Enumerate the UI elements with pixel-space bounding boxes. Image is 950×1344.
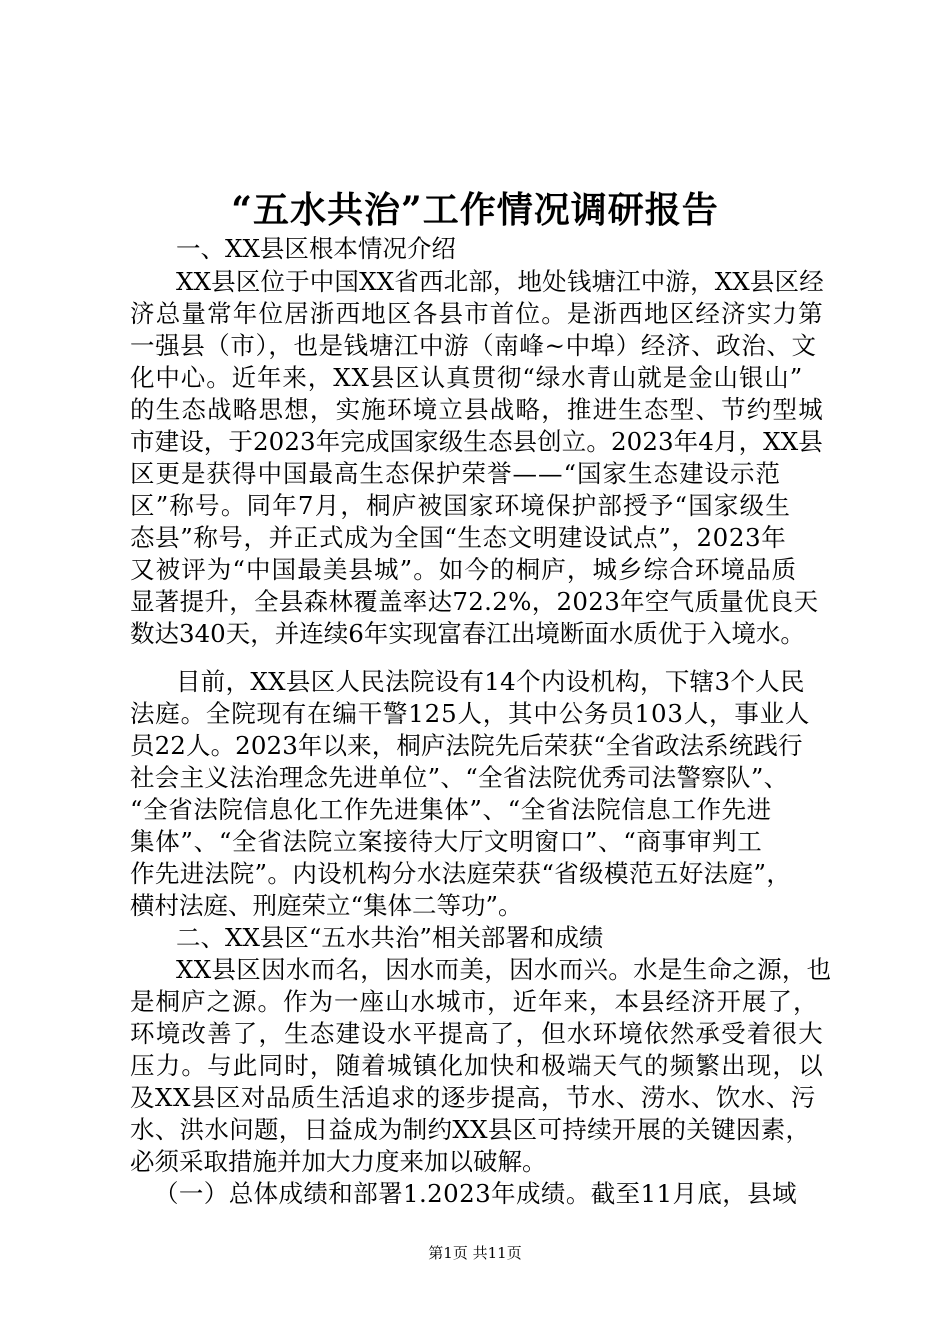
paragraph-line: 环境改善了，生态建设水平提高了，但水环境依然承受着很大 [130, 1019, 824, 1048]
section-heading-1: 一、XX县区根本情况介绍 [176, 234, 456, 263]
paragraph-line: 是桐庐之源。作为一座山水城市，近年来，本县经济开展了， [130, 987, 819, 1016]
paragraph-line: 数达340天，并连续6年实现富春江出境断面水质优于入境水。 [130, 619, 805, 648]
paragraph-line: 集体”、“全省法院立案接待大厅文明窗口”、“商事审判工 [130, 827, 763, 856]
paragraph-line: 法庭。全院现有在编干警125人，其中公务员103人，事业人 [130, 699, 811, 728]
paragraph-line: 一强县（市），也是钱塘江中游（南峰~中埠）经济、政治、文 [130, 331, 817, 360]
paragraph-line: 区更是获得中国最高生态保护荣誉——“国家生态建设示范 [130, 459, 782, 488]
paragraph-line: 横村法庭、刑庭荣立“集体二等功”。 [130, 891, 523, 920]
paragraph-line: 显著提升，全县森林覆盖率达72.2%，2023年空气质量优良天 [130, 587, 819, 616]
paragraph-line: 又被评为“中国最美县城”。如今的桐庐，城乡综合环境品质 [130, 555, 798, 584]
page-number: 第1页 共11页 [428, 1244, 522, 1262]
paragraph-line: 市建设，于2023年完成国家级生态县创立。2023年4月，XX县 [130, 427, 823, 456]
document-title: “五水共治”工作情况调研报告 [231, 189, 719, 231]
paragraph-line: XX县区因水而名，因水而美，因水而兴。水是生命之源，也 [176, 955, 832, 984]
paragraph-line: 员22人。2023年以来，桐庐法院先后荣获“全省政法系统践行 [130, 731, 803, 760]
paragraph-line: 济总量常年位居浙西地区各县市首位。是浙西地区经济实力第 [130, 299, 824, 328]
paragraph-line: 及XX县区对品质生活追求的逐步提高，节水、涝水、饮水、污 [130, 1083, 816, 1112]
paragraph-line: 必须采取措施并加大力度来加以破解。 [130, 1147, 547, 1176]
paragraph-line: 态县”称号，并正式成为全国“生态文明建设试点”，2023年 [130, 523, 787, 552]
paragraph-line: 化中心。近年来，XX县区认真贯彻“绿水青山就是金山银山” [130, 363, 804, 392]
section-heading-2: 二、XX县区“五水共治”相关部署和成绩 [176, 923, 604, 952]
paragraph-line: 目前，XX县区人民法院设有14个内设机构，下辖3个人民 [176, 667, 805, 696]
paragraph-line: 水、洪水问题，日益成为制约XX县区可持续开展的关键因素， [130, 1115, 811, 1144]
subsection-heading: （一）总体成绩和部署1.2023年成绩。截至11月底，县域 [154, 1179, 797, 1208]
paragraph-line: “全省法院信息化工作先进集体”、“全省法院信息工作先进 [130, 795, 772, 824]
paragraph-line: 压力。与此同时，随着城镇化加快和极端天气的频繁出现，以 [130, 1051, 824, 1080]
paragraph-line: 的生态战略思想，实施环境立县战略，推进生态型、节约型城 [130, 395, 824, 424]
paragraph-line: XX县区位于中国XX省西北部，地处钱塘江中游，XX县区经 [176, 267, 824, 296]
paragraph-line: 区”称号。同年7月，桐庐被国家环境保护部授予“国家级生 [130, 491, 792, 520]
paragraph-line: 社会主义法治理念先进单位”、“全省法院优秀司法警察队”、 [130, 763, 789, 792]
paragraph-line: 作先进法院”。内设机构分水法庭荣获“省级模范五好法庭”， [130, 859, 792, 888]
